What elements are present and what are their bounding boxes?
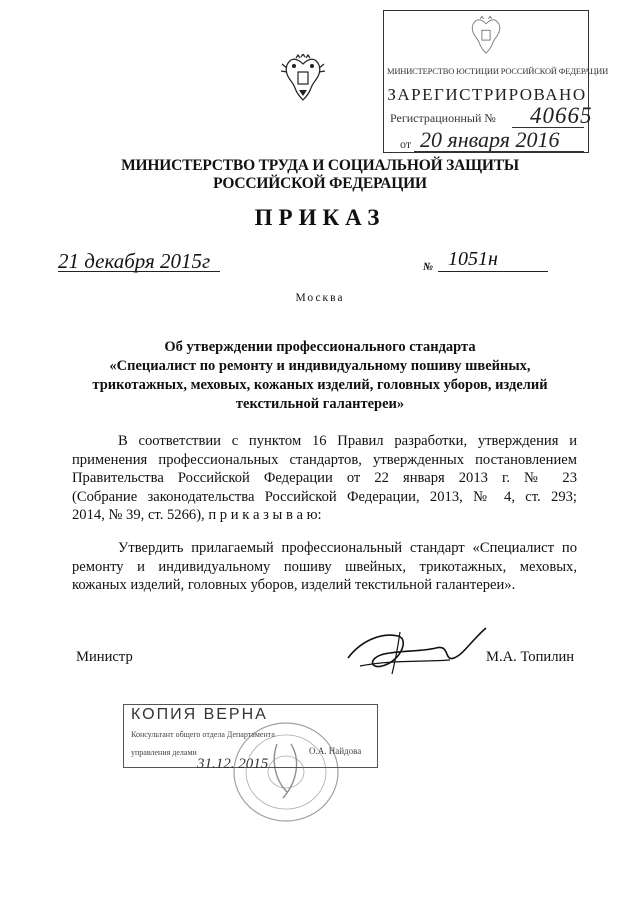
document-title: [75, 338, 565, 414]
paragraph-line: 2014, № 39, ст. 5266), п р и к а з ы в а ю:: [72, 507, 322, 524]
paragraph-line: применения профессиональных стандартов, утвержденных постановлением: [72, 451, 577, 468]
handwritten-signature: [340, 622, 490, 682]
city: Москва: [295, 292, 345, 304]
order-date: 21 декабря 2015г: [58, 249, 211, 273]
copy-certified-stamp: [123, 704, 378, 821]
order-date-underline: [58, 271, 220, 272]
copy-stamp-date: 31.12. 2015: [197, 756, 269, 772]
stamp-status: ЗАРЕГИСТРИРОВАНО: [387, 85, 587, 104]
title-line: трикотажных, меховых, кожаных изделий, головных уборов, изделий: [92, 377, 548, 393]
order-number: 1051н: [448, 248, 498, 270]
order-number-label: №: [423, 261, 434, 273]
paragraph-line: ремонту и индивидуальному пошиву швейных, трикотажных, меховых,: [72, 558, 577, 575]
stamp-date-underline: [414, 151, 584, 152]
title-line: Об утверждении профессионального стандарта: [164, 339, 476, 355]
paragraph-line: Утвердить прилагаемый профессиональный стандарт «Специалист по: [118, 540, 577, 556]
stamp-number: 40665: [530, 103, 593, 128]
copy-stamp-line: управления делами: [131, 748, 197, 757]
paragraph-line: (Собрание законодательства Российской Федерации, 2013, № 4, ст. 293;: [72, 488, 577, 505]
paragraph-line: кожаных изделий, головных уборов, изделий текстильной галантереи».: [72, 577, 516, 594]
ministry-title: [95, 157, 545, 193]
order-number-underline: [438, 271, 548, 272]
copy-stamp-title: КОПИЯ ВЕРНА: [131, 706, 268, 723]
ministry-title-line2: РОССИЙСКОЙ ФЕДЕРАЦИИ: [213, 175, 427, 192]
paragraph-order: [72, 539, 577, 595]
document-type: ПРИКАЗ: [254, 205, 386, 230]
stamp-date: 20 января 2016: [420, 127, 560, 152]
paragraph-legal-basis: [72, 432, 577, 525]
stamp-emblem-icon: [468, 15, 504, 57]
paragraph-line: В соответствии с пунктом 16 Правил разработки, утверждения и: [118, 433, 577, 449]
copy-stamp-line: Консультант общего отдела Департамента: [131, 730, 275, 739]
coat-of-arms-icon: [281, 54, 325, 104]
ministry-title-line1: МИНИСТЕРСТВО ТРУДА И СОЦИАЛЬНОЙ ЗАЩИТЫ: [121, 157, 519, 174]
title-line: текстильной галантереи»: [235, 396, 405, 412]
signer-position: Министр: [76, 649, 133, 665]
stamp-ministry: МИНИСТЕРСТВО ЮСТИЦИИ РОССИЙСКОЙ ФЕДЕРАЦИИ: [387, 66, 609, 76]
round-seal-icon: [231, 720, 341, 825]
stamp-date-label: от: [400, 137, 412, 151]
registration-stamp: [383, 10, 609, 153]
title-line: «Специалист по ремонту и индивидуальному пошиву швейных,: [109, 358, 531, 374]
signer-name: М.А. Топилин: [486, 649, 575, 665]
copy-stamp-name: О.А. Найдова: [309, 746, 362, 756]
stamp-number-label: Регистрационный №: [390, 111, 496, 125]
paragraph-line: Правительства Российской Федерации от 22 января 2013 г. № 23: [72, 470, 577, 487]
